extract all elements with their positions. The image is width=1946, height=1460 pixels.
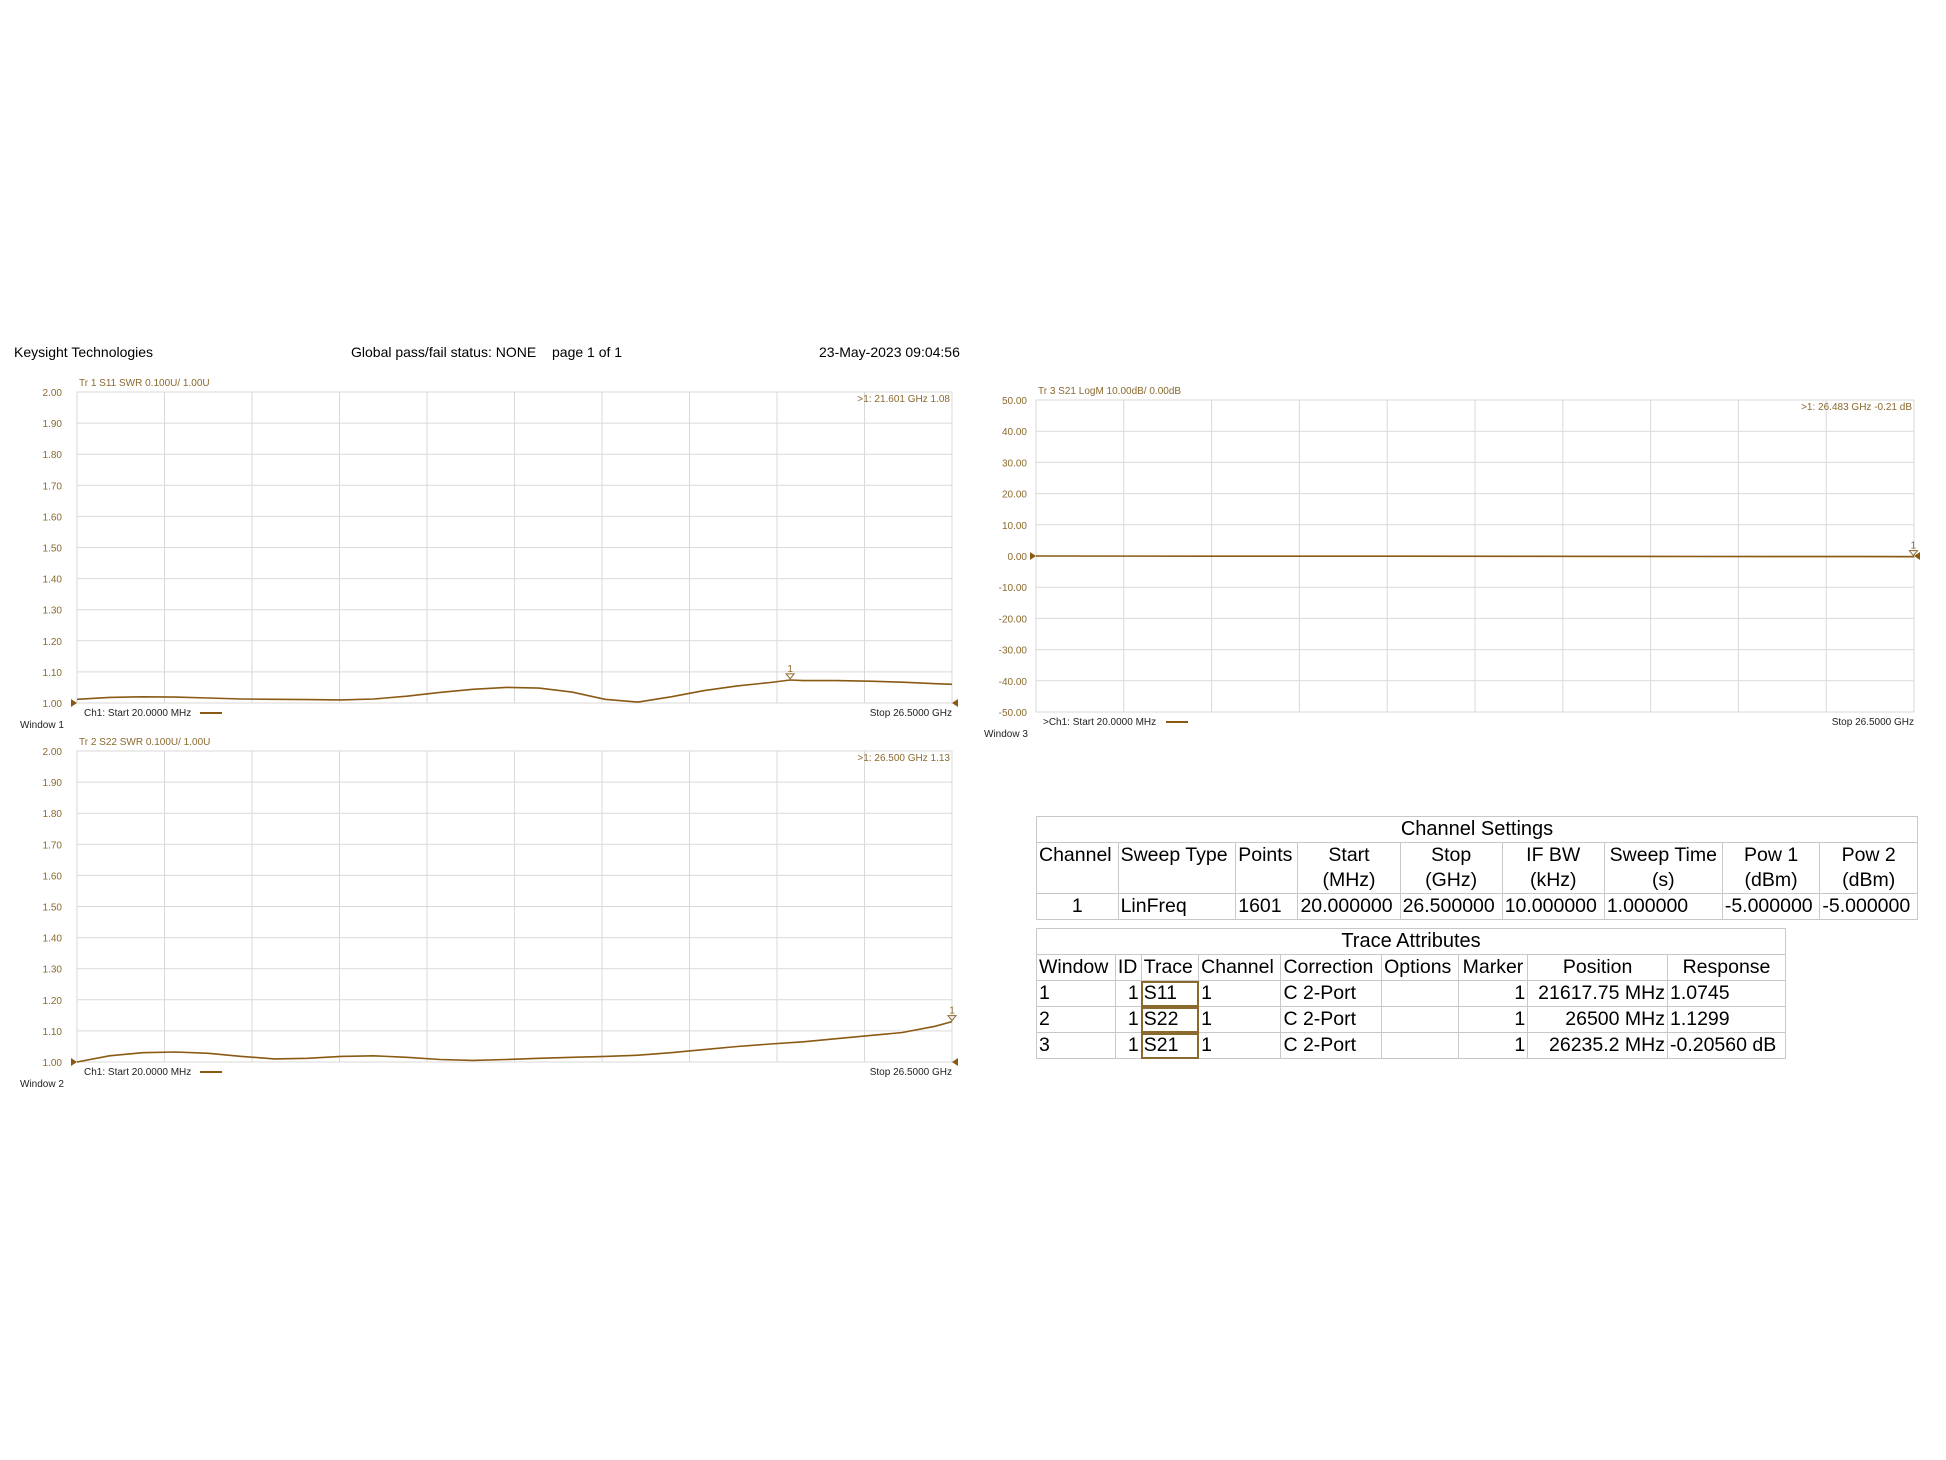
sweep-start-label: Ch1: Start 20.0000 MHz [84,708,192,719]
header-unit: (s) [1651,869,1675,891]
window-label: Window 2 [20,1079,64,1090]
trace-attributes-cell: -0.20560 dB [1667,1033,1785,1059]
sweep-stop-label: Stop 26.5000 GHz [869,708,952,719]
header-line: Pow 1 [1744,844,1799,866]
channel-settings-cell: LinFreq [1118,894,1236,920]
marker-id: 1 [949,1005,955,1017]
y-tick-label: 1.70 [42,481,62,493]
header-line: Pow 2 [1841,844,1896,866]
y-tick-label: 0.00 [1007,552,1027,563]
trace-attributes-cell: S21 [1141,1033,1198,1059]
trace-attributes-cell: 3 [1037,1033,1116,1059]
trace-attributes-cell: 1 [1199,1007,1281,1033]
trace-attributes-cell: 1 [1115,1033,1141,1059]
y-tick-label: 1.80 [42,809,62,821]
y-tick-label: 20.00 [1001,489,1027,501]
trace-attributes-header: Marker [1458,955,1528,981]
channel-settings-cell: -5.000000 [1820,894,1918,920]
trace-title: Tr 1 S11 SWR 0.100U/ 1.00U [79,378,210,389]
y-tick-label: 1.30 [42,964,62,976]
y-tick-label: 50.00 [1001,396,1027,407]
trace-attributes-cell: 1 [1458,981,1528,1007]
trace-attributes-cell: 1 [1199,981,1281,1007]
trace-attributes-cell [1382,1007,1459,1033]
trace-attributes-cell: C 2-Port [1281,981,1382,1007]
header-line: Stop [1431,844,1472,866]
trace-attributes-header: Correction [1281,955,1382,981]
y-tick-label: -50.00 [998,708,1027,719]
header-line: Sweep Type [1120,844,1228,866]
trace-attributes-cell: 1 [1458,1033,1528,1059]
pass-fail-status: Global pass/fail status: NONE [351,344,537,360]
channel-settings-cell: 10.000000 [1502,894,1604,920]
y-tick-label: 2.00 [42,388,62,399]
trace-attributes-table [1036,928,1786,1059]
trace-attributes-cell: 1 [1458,1007,1528,1033]
y-tick-label: 1.80 [42,450,62,462]
y-tick-label: 1.50 [42,543,62,555]
channel-settings-header [1820,843,1918,894]
marker-readout: >1: 26.500 GHz 1.13 [857,753,950,764]
trace-attributes-cell: C 2-Port [1281,1007,1382,1033]
y-tick-label: 1.00 [42,1058,62,1069]
channel-settings-cell: 26.500000 [1400,894,1502,920]
marker-readout: >1: 26.483 GHz -0.21 dB [1801,402,1912,413]
y-tick-label: -20.00 [998,614,1027,626]
trace-attributes-header: ID [1115,955,1141,981]
trace-attributes-cell: 21617.75 MHz [1528,981,1668,1007]
header-unit [1121,868,1234,893]
trace-attributes-header: Window [1037,955,1116,981]
trace-attributes-title: Trace Attributes [1037,929,1786,955]
vendor-label: Keysight Technologies [14,344,154,360]
header-line: Sweep Time [1609,844,1717,866]
reference-arrow-right [952,1058,958,1066]
reference-arrow-left [71,1058,77,1066]
header-line: Start [1328,844,1370,866]
trace-attributes-cell: 1 [1115,981,1141,1007]
channel-settings-header [1037,843,1119,894]
y-tick-label: 1.10 [42,667,62,679]
y-tick-label: 1.40 [42,933,62,945]
trace-attributes-cell: C 2-Port [1281,1033,1382,1059]
header-unit [1039,868,1116,893]
window-label: Window 3 [984,729,1028,740]
sweep-stop-label: Stop 26.5000 GHz [869,1067,952,1078]
trace-title: Tr 2 S22 SWR 0.100U/ 1.00U [79,737,211,748]
reference-arrow-left [71,699,77,707]
trace-line [1036,556,1914,557]
trace-attributes-cell: S11 [1141,981,1198,1007]
y-tick-label: 1.50 [42,902,62,914]
page-indicator: page 1 of 1 [552,344,623,360]
y-tick-label: 10.00 [1001,520,1027,532]
sweep-start-label: >Ch1: Start 20.0000 MHz [1043,717,1157,728]
marker-readout: >1: 21.601 GHz 1.08 [857,394,950,405]
header-unit: (dBm) [1842,869,1896,891]
channel-settings-cell: 20.000000 [1298,894,1400,920]
trace-attributes-header: Position [1528,955,1668,981]
channel-settings-cell: -5.000000 [1722,894,1820,920]
trace-title: Tr 3 S21 LogM 10.00dB/ 0.00dB [1038,386,1182,397]
y-tick-label: 1.20 [42,636,62,648]
header-unit: (MHz) [1322,869,1376,891]
channel-settings-header [1118,843,1236,894]
y-tick-label: 1.60 [42,512,62,524]
trace-attributes-cell: 2 [1037,1007,1116,1033]
trace-attributes-cell: 1 [1115,1007,1141,1033]
y-tick-label: 1.10 [42,1026,62,1038]
trace-attributes-cell [1382,981,1459,1007]
header-line: Points [1238,844,1293,866]
channel-settings-table [1036,816,1918,920]
trace-attributes-cell: 1 [1199,1033,1281,1059]
channel-settings-header [1236,843,1298,894]
window-label: Window 1 [20,720,64,731]
y-tick-label: 1.60 [42,871,62,883]
reference-arrow-right [952,699,958,707]
header-unit: (dBm) [1744,869,1798,891]
trace-attributes-cell: 1.0745 [1667,981,1785,1007]
y-tick-label: 30.00 [1001,458,1027,470]
table-row [1037,1033,1786,1059]
y-tick-label: -30.00 [998,645,1027,657]
y-tick-label: 1.90 [42,778,62,790]
y-tick-label: 40.00 [1001,427,1027,439]
trace-attributes-cell: S22 [1141,1007,1198,1033]
y-tick-label: -10.00 [998,583,1027,595]
channel-settings-header [1400,843,1502,894]
datetime-stamp: 23-May-2023 09:04:56 [819,344,960,360]
reference-arrow-left [1030,552,1036,560]
y-tick-label: 1.70 [42,840,62,852]
marker-id: 1 [787,663,793,675]
channel-settings-header [1502,843,1604,894]
channel-settings-cell: 1601 [1236,894,1298,920]
trace-attributes-cell: 26500 MHz [1528,1007,1668,1033]
channel-settings-cell: 1.000000 [1604,894,1722,920]
y-tick-label: 1.90 [42,419,62,431]
table-row [1037,981,1786,1007]
y-tick-label: 1.00 [42,699,62,710]
header-unit: (GHz) [1425,869,1478,891]
y-tick-label: 1.40 [42,574,62,586]
trace-attributes-header: Channel [1199,955,1281,981]
header-line: IF BW [1526,844,1581,866]
sweep-start-label: Ch1: Start 20.0000 MHz [84,1067,192,1078]
table-row [1037,1007,1786,1033]
trace-attributes-header: Trace [1141,955,1198,981]
header-unit: (kHz) [1529,869,1577,891]
y-tick-label: 1.20 [42,995,62,1007]
channel-settings-header [1604,843,1722,894]
header-line: Channel [1039,844,1112,866]
header-unit [1238,868,1295,893]
trace-attributes-header: Options [1382,955,1459,981]
trace-attributes-cell [1382,1033,1459,1059]
trace-attributes-cell: 1 [1037,981,1116,1007]
trace-attributes-header: Response [1667,955,1785,981]
marker-id: 1 [1910,540,1917,552]
channel-settings-title: Channel Settings [1037,817,1918,843]
y-tick-label: 1.30 [42,605,62,617]
channel-settings-header [1298,843,1400,894]
channel-settings-header [1722,843,1820,894]
channel-settings-cell: 1 [1037,894,1119,920]
trace-attributes-cell: 26235.2 MHz [1528,1033,1668,1059]
trace-attributes-cell: 1.1299 [1667,1007,1785,1033]
sweep-stop-label: Stop 26.5000 GHz [1831,717,1914,728]
y-tick-label: 2.00 [42,747,62,758]
y-tick-label: -40.00 [998,676,1027,688]
